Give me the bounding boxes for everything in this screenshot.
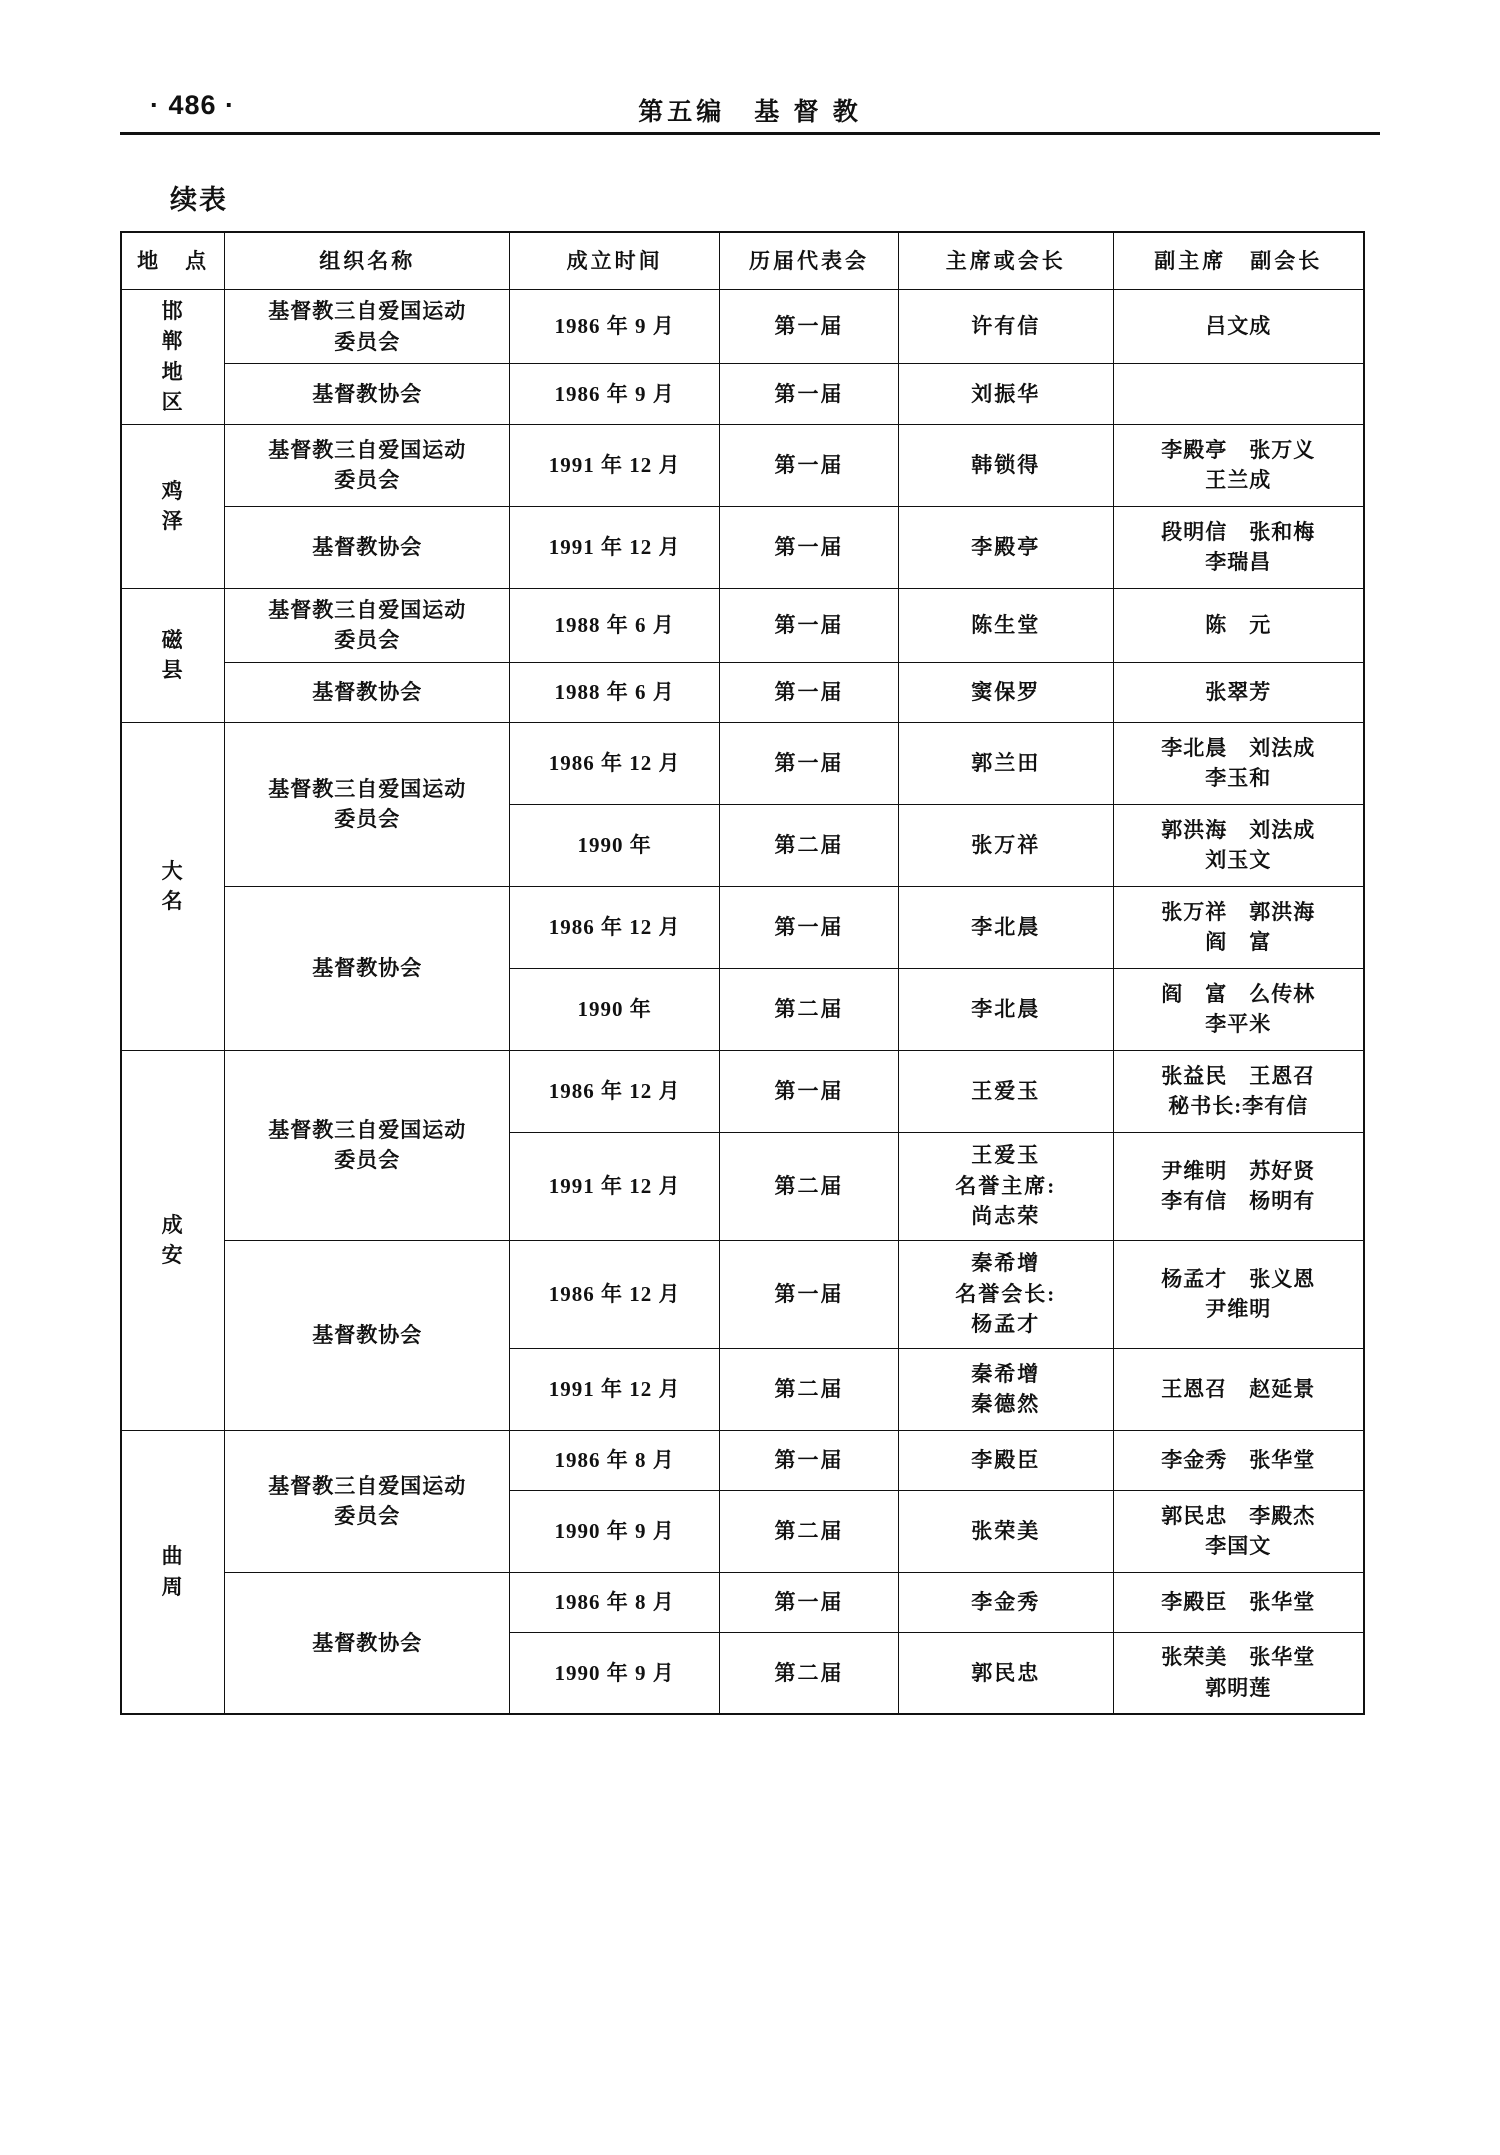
cell-term: 第二届 xyxy=(720,1632,899,1714)
place-char: 鸡 xyxy=(161,478,185,503)
cell-organization-name xyxy=(225,506,510,588)
continued-table-label: 续表 xyxy=(170,185,228,215)
table-row xyxy=(121,1240,1364,1348)
organization-line: 委员会 xyxy=(334,1504,401,1529)
page-header xyxy=(120,90,1380,140)
column-header-term: 历届代表会 xyxy=(720,232,899,290)
cell-term: 第二届 xyxy=(720,1490,899,1572)
cell-founding-date: 1986 年 12 月 xyxy=(510,1240,720,1348)
table-row xyxy=(121,290,1364,364)
chairman-line: 李北晨 xyxy=(971,996,1041,1021)
vice-chairman-line: 王兰成 xyxy=(1205,468,1272,493)
cell-organization-name xyxy=(225,424,510,506)
organization-line: 委员会 xyxy=(334,1148,401,1173)
vice-chairman-line: 阎 富 么传林 xyxy=(1161,981,1316,1006)
organization-line: 基督教三自爱国运动 xyxy=(268,1473,467,1498)
chairman-line: 秦希增 xyxy=(971,1361,1041,1386)
cell-term: 第一届 xyxy=(720,588,899,662)
cell-chairman xyxy=(899,506,1113,588)
cell-chairman xyxy=(899,1050,1113,1132)
cell-term: 第一届 xyxy=(720,364,899,424)
cell-term: 第一届 xyxy=(720,1050,899,1132)
cell-vice-chairman xyxy=(1113,1240,1364,1348)
cell-vice-chairman xyxy=(1113,662,1364,722)
organization-line: 基督教三自爱国运动 xyxy=(268,776,467,801)
chairman-line: 名誉会长: xyxy=(955,1281,1057,1306)
cell-place xyxy=(121,588,225,722)
column-header-vice-chairman: 副主席 副会长 xyxy=(1113,232,1364,290)
cell-founding-date: 1991 年 12 月 xyxy=(510,424,720,506)
cell-founding-date: 1986 年 12 月 xyxy=(510,722,720,804)
organization-line: 基督教三自爱国运动 xyxy=(268,597,467,622)
cell-vice-chairman xyxy=(1113,1430,1364,1490)
cell-organization-name xyxy=(225,1430,510,1572)
cell-founding-date: 1986 年 12 月 xyxy=(510,886,720,968)
cell-founding-date: 1990 年 xyxy=(510,804,720,886)
cell-vice-chairman xyxy=(1113,968,1364,1050)
chairman-line: 李殿亭 xyxy=(971,535,1041,560)
column-header-chairman: 主席或会长 xyxy=(899,232,1113,290)
vice-chairman-line: 陈 元 xyxy=(1205,612,1272,637)
table-body xyxy=(121,290,1364,1715)
column-header-place: 地 点 xyxy=(121,232,225,290)
cell-term: 第一届 xyxy=(720,290,899,364)
table-row xyxy=(121,886,1364,968)
vice-chairman-line: 秘书长:李有信 xyxy=(1168,1094,1309,1119)
place-char: 郸 xyxy=(161,329,185,354)
vice-chairman-line: 李平米 xyxy=(1205,1012,1272,1037)
table-row xyxy=(121,1572,1364,1632)
vice-chairman-line: 郭民忠 李殿杰 xyxy=(1161,1503,1316,1528)
vice-chairman-line: 张荣美 张华堂 xyxy=(1161,1645,1316,1670)
cell-place xyxy=(121,1050,225,1430)
place-char: 区 xyxy=(161,390,185,415)
cell-vice-chairman xyxy=(1113,804,1364,886)
vice-chairman-line: 段明信 张和梅 xyxy=(1161,519,1316,544)
vice-chairman-line: 阎 富 xyxy=(1205,930,1272,955)
vice-chairman-line: 李殿亭 张万义 xyxy=(1161,437,1316,462)
vice-chairman-line: 尹维明 xyxy=(1205,1297,1272,1322)
cell-founding-date: 1986 年 8 月 xyxy=(510,1430,720,1490)
organization-line: 委员会 xyxy=(334,329,401,354)
place-char: 名 xyxy=(161,889,185,914)
document-page xyxy=(0,90,1500,2155)
vice-chairman-line: 李玉和 xyxy=(1205,766,1272,791)
running-head-title: 第五编 基 督 教 xyxy=(638,99,862,126)
cell-vice-chairman xyxy=(1113,588,1364,662)
cell-chairman xyxy=(899,968,1113,1050)
chairman-line: 杨孟才 xyxy=(971,1312,1041,1337)
chairman-line: 尚志荣 xyxy=(971,1204,1041,1229)
cell-vice-chairman xyxy=(1113,1050,1364,1132)
place-char: 大 xyxy=(161,858,185,883)
vice-chairman-line: 尹维明 苏好贤 xyxy=(1161,1158,1316,1183)
organization-line: 基督教三自爱国运动 xyxy=(268,437,467,462)
cell-term: 第一届 xyxy=(720,1240,899,1348)
cell-founding-date: 1986 年 9 月 xyxy=(510,290,720,364)
place-char: 地 xyxy=(161,359,185,384)
cell-chairman xyxy=(899,364,1113,424)
cell-vice-chairman xyxy=(1113,506,1364,588)
cell-founding-date: 1991 年 12 月 xyxy=(510,506,720,588)
cell-vice-chairman xyxy=(1113,886,1364,968)
cell-vice-chairman xyxy=(1113,1132,1364,1240)
cell-chairman xyxy=(899,722,1113,804)
cell-chairman xyxy=(899,886,1113,968)
organization-line: 基督教协会 xyxy=(312,955,423,980)
vice-chairman-line: 李金秀 张华堂 xyxy=(1161,1447,1316,1472)
cell-vice-chairman xyxy=(1113,1572,1364,1632)
vice-chairman-line: 杨孟才 张义恩 xyxy=(1161,1266,1316,1291)
cell-term: 第二届 xyxy=(720,804,899,886)
organization-line: 基督教协会 xyxy=(312,535,423,560)
cell-term: 第一届 xyxy=(720,424,899,506)
header-divider xyxy=(120,132,1380,135)
table-row xyxy=(121,722,1364,804)
cell-term: 第一届 xyxy=(720,886,899,968)
chairman-line: 李金秀 xyxy=(971,1589,1041,1614)
organization-line: 委员会 xyxy=(334,468,401,493)
organization-line: 基督教协会 xyxy=(312,679,423,704)
table-row xyxy=(121,1430,1364,1490)
vice-chairman-line: 李北晨 刘法成 xyxy=(1161,735,1316,760)
cell-chairman xyxy=(899,1132,1113,1240)
chairman-line: 窦保罗 xyxy=(971,679,1041,704)
cell-organization-name xyxy=(225,886,510,1050)
place-char: 成 xyxy=(161,1212,185,1237)
table-container xyxy=(120,231,1380,1715)
cell-term: 第一届 xyxy=(720,662,899,722)
cell-place xyxy=(121,1430,225,1714)
cell-term: 第一届 xyxy=(720,506,899,588)
cell-founding-date: 1990 年 xyxy=(510,968,720,1050)
cell-organization-name xyxy=(225,662,510,722)
chairman-line: 韩锁得 xyxy=(971,453,1041,478)
cell-founding-date: 1986 年 8 月 xyxy=(510,1572,720,1632)
table-header xyxy=(121,232,1364,290)
chairman-line: 张万祥 xyxy=(971,832,1041,857)
cell-chairman xyxy=(899,424,1113,506)
table-header-row xyxy=(121,232,1364,290)
organization-line: 委员会 xyxy=(334,628,401,653)
table-row xyxy=(121,1050,1364,1132)
vice-chairman-line: 郭明莲 xyxy=(1205,1675,1272,1700)
cell-chairman xyxy=(899,1430,1113,1490)
place-char: 周 xyxy=(161,1574,185,1599)
table-row xyxy=(121,588,1364,662)
organization-line: 基督教三自爱国运动 xyxy=(268,1117,467,1142)
vice-chairman-line: 吕文成 xyxy=(1205,314,1272,339)
chairman-line: 王爱玉 xyxy=(971,1078,1041,1103)
chairman-line: 张荣美 xyxy=(971,1518,1041,1543)
cell-chairman xyxy=(899,1632,1113,1714)
place-char: 安 xyxy=(161,1243,185,1268)
cell-place xyxy=(121,424,225,588)
organization-line: 基督教协会 xyxy=(312,1630,423,1655)
chairman-line: 刘振华 xyxy=(971,381,1041,406)
cell-organization-name xyxy=(225,1240,510,1430)
place-char: 曲 xyxy=(161,1544,185,1569)
cell-vice-chairman xyxy=(1113,1348,1364,1430)
chairman-line: 郭兰田 xyxy=(971,750,1041,775)
chairman-line: 秦德然 xyxy=(971,1392,1041,1417)
cell-chairman xyxy=(899,588,1113,662)
place-char: 磁 xyxy=(161,627,185,652)
cell-founding-date: 1988 年 6 月 xyxy=(510,588,720,662)
cell-term: 第二届 xyxy=(720,968,899,1050)
cell-organization-name xyxy=(225,588,510,662)
place-char: 邯 xyxy=(161,299,185,323)
organization-line: 基督教三自爱国运动 xyxy=(268,299,467,324)
cell-organization-name xyxy=(225,290,510,364)
cell-chairman xyxy=(899,290,1113,364)
table-row xyxy=(121,662,1364,722)
cell-chairman xyxy=(899,1490,1113,1572)
cell-organization-name xyxy=(225,1572,510,1714)
cell-vice-chairman xyxy=(1113,364,1364,424)
column-header-organization: 组织名称 xyxy=(225,232,510,290)
chairman-line: 郭民忠 xyxy=(971,1660,1041,1685)
cell-term: 第一届 xyxy=(720,722,899,804)
cell-founding-date: 1990 年 9 月 xyxy=(510,1490,720,1572)
cell-chairman xyxy=(899,804,1113,886)
cell-term: 第二届 xyxy=(720,1348,899,1430)
table-row xyxy=(121,424,1364,506)
cell-founding-date: 1991 年 12 月 xyxy=(510,1132,720,1240)
cell-term: 第一届 xyxy=(720,1572,899,1632)
vice-chairman-line: 张翠芳 xyxy=(1205,679,1272,704)
chairman-line: 许有信 xyxy=(971,314,1041,339)
cell-term: 第二届 xyxy=(720,1132,899,1240)
cell-vice-chairman xyxy=(1113,424,1364,506)
place-char: 县 xyxy=(161,658,185,683)
cell-organization-name xyxy=(225,1050,510,1240)
cell-chairman xyxy=(899,662,1113,722)
organization-line: 基督教协会 xyxy=(312,381,423,406)
vice-chairman-line: 李瑞昌 xyxy=(1205,550,1272,575)
vice-chairman-line: 郭洪海 刘法成 xyxy=(1161,817,1316,842)
cell-vice-chairman xyxy=(1113,1632,1364,1714)
cell-chairman xyxy=(899,1572,1113,1632)
cell-place xyxy=(121,290,225,425)
vice-chairman-line: 李有信 杨明有 xyxy=(1161,1189,1316,1214)
organization-line: 委员会 xyxy=(334,807,401,832)
cell-vice-chairman xyxy=(1113,290,1364,364)
cell-term: 第一届 xyxy=(720,1430,899,1490)
cell-founding-date: 1986 年 12 月 xyxy=(510,1050,720,1132)
vice-chairman-line: 王恩召 赵延景 xyxy=(1161,1376,1316,1401)
organizations-table xyxy=(120,231,1365,1715)
vice-chairman-line: 李国文 xyxy=(1205,1534,1272,1559)
vice-chairman-line: 张万祥 郭洪海 xyxy=(1161,899,1316,924)
chairman-line: 名誉主席: xyxy=(955,1173,1057,1198)
chairman-line: 李殿臣 xyxy=(971,1447,1041,1472)
chairman-line: 秦希增 xyxy=(971,1251,1041,1276)
chairman-line: 李北晨 xyxy=(971,914,1041,939)
cell-vice-chairman xyxy=(1113,1490,1364,1572)
organization-line: 基督教协会 xyxy=(312,1322,423,1347)
cell-founding-date: 1988 年 6 月 xyxy=(510,662,720,722)
cell-organization-name xyxy=(225,364,510,424)
cell-place xyxy=(121,722,225,1050)
table-row xyxy=(121,506,1364,588)
cell-vice-chairman xyxy=(1113,722,1364,804)
vice-chairman-line: 刘玉文 xyxy=(1205,848,1272,873)
vice-chairman-line: 李殿臣 张华堂 xyxy=(1161,1589,1316,1614)
column-header-founding-date: 成立时间 xyxy=(510,232,720,290)
chairman-line: 陈生堂 xyxy=(971,612,1041,637)
place-char: 泽 xyxy=(161,509,185,534)
cell-chairman xyxy=(899,1240,1113,1348)
cell-founding-date: 1990 年 9 月 xyxy=(510,1632,720,1714)
chairman-line: 王爱玉 xyxy=(971,1143,1041,1168)
table-row xyxy=(121,364,1364,424)
page-number: · 486 · xyxy=(150,90,236,120)
vice-chairman-line: 张益民 王恩召 xyxy=(1161,1063,1316,1088)
cell-founding-date: 1986 年 9 月 xyxy=(510,364,720,424)
cell-chairman xyxy=(899,1348,1113,1430)
cell-founding-date: 1991 年 12 月 xyxy=(510,1348,720,1430)
cell-organization-name xyxy=(225,722,510,886)
